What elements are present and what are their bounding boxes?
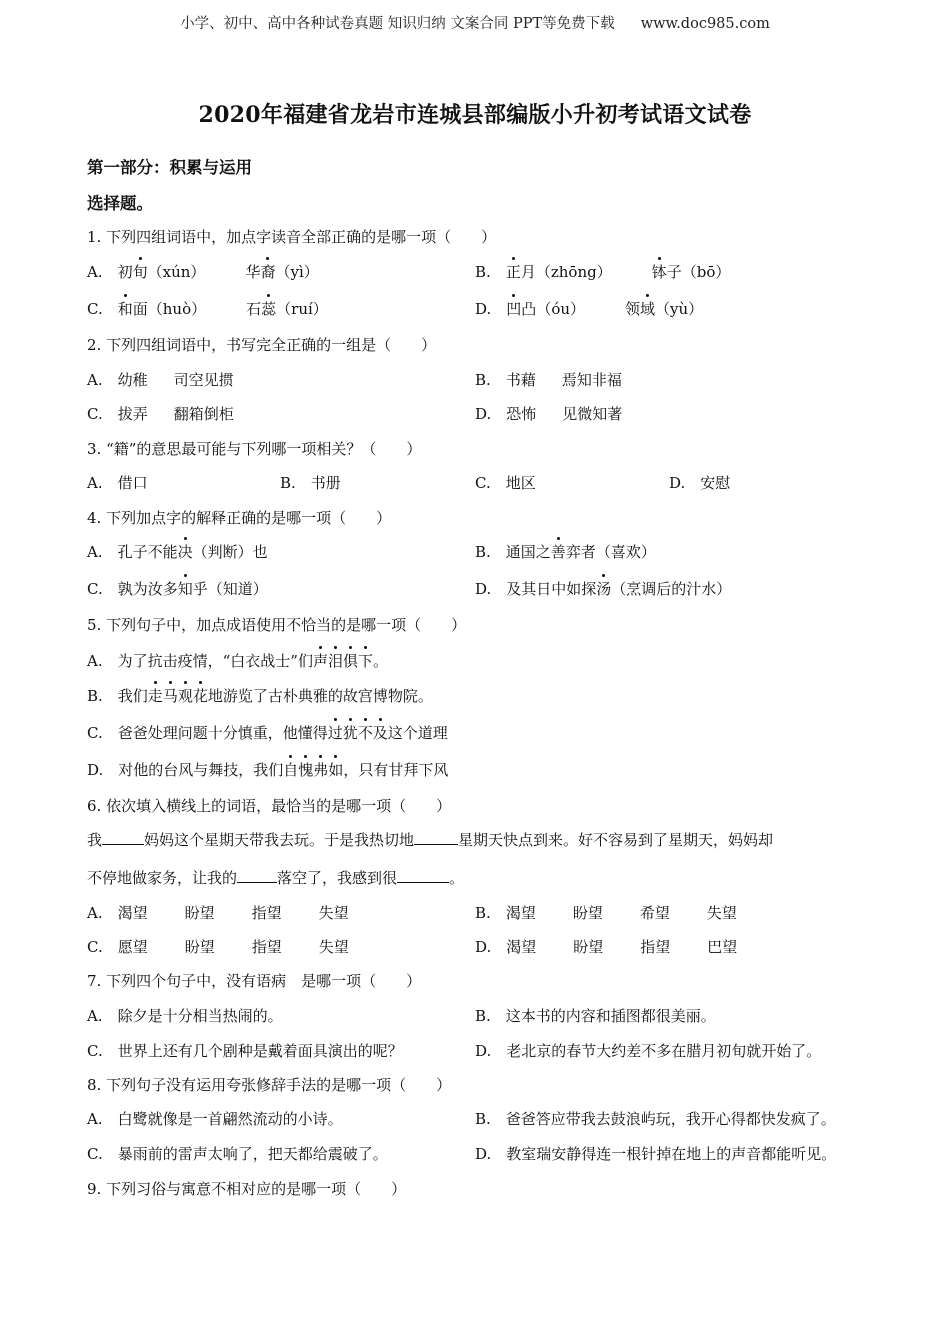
question-4-stem: 4. 下列加点字的解释正确的是哪一项（ ） — [87, 509, 392, 527]
q5-option-a: A. 为了抗击疫情，“白衣战士”们声泪俱下。 — [87, 652, 389, 670]
section-heading: 第一部分：积累与运用 — [87, 158, 252, 177]
blank-1 — [102, 830, 144, 845]
subsection-heading: 选择题。 — [87, 194, 153, 213]
q4-option-c: C. 孰为汝多知乎（知道） — [87, 580, 268, 598]
q7-option-a: A. 除夕是十分相当热闹的。 — [87, 1007, 283, 1025]
page-header — [0, 12, 950, 33]
header-text: 小学、初中、高中各种试卷真题 知识归纳 文案合同 PPT等免费下载 — [180, 16, 615, 32]
question-7-stem: 7. 下列四个句子中，没有语病 是哪一项（ ） — [87, 972, 422, 990]
blank-2 — [414, 830, 458, 845]
q5-option-b: B. 我们走马观花地游览了古朴典雅的故宫博物院。 — [87, 687, 433, 705]
q7-option-d: D. 老北京的春节大约差不多在腊月初旬就开始了。 — [475, 1042, 822, 1060]
q2-option-b: B. 书藉 焉知非福 — [475, 371, 622, 389]
q3-option-d: D. 安慰 — [669, 474, 731, 492]
q6-passage-line-1: 我 妈妈这个星期天带我去玩。于是我热切地 星期天快点到来。好不容易到了星期天，妈妈却 — [87, 831, 774, 849]
blank-4 — [397, 868, 449, 883]
q2-option-d: D. 恐怖 见微知著 — [475, 405, 623, 423]
q1-option-a: A. 初旬（xún） 华裔（yì） — [87, 263, 319, 281]
q3-option-b: B. 书册 — [280, 474, 341, 492]
q6-option-a: A. 渴望 盼望 指望 失望 — [87, 904, 349, 922]
q2-option-c: C. 拔弄 翻箱倒柜 — [87, 405, 234, 423]
q8-option-a: A. 白鹭就像是一首翩然流动的小诗。 — [87, 1110, 343, 1128]
q3-option-a: A. 借口 — [87, 474, 148, 492]
q8-option-b: B. 爸爸答应带我去鼓浪屿玩，我开心得都快发疯了。 — [475, 1110, 836, 1128]
q6-option-c: C. 愿望 盼望 指望 失望 — [87, 938, 349, 956]
q2-option-a: A. 幼稚 司空见掼 — [87, 371, 234, 389]
question-6-stem: 6. 依次填入横线上的词语，最恰当的是哪一项（ ） — [87, 797, 452, 815]
exam-title: 2020年福建省龙岩市连城县部编版小升初考试语文试卷 — [198, 102, 752, 128]
blank-3 — [237, 868, 277, 883]
question-9-stem: 9. 下列习俗与寓意不相对应的是哪一项（ ） — [87, 1180, 407, 1198]
q8-option-d: D. 教室瑞安静得连一根针掉在地上的声音都能听见。 — [475, 1145, 837, 1163]
q6-option-b: B. 渴望 盼望 希望 失望 — [475, 904, 737, 922]
q4-option-a: A. 孔子不能决（判断）也 — [87, 543, 268, 561]
question-8-stem: 8. 下列句子没有运用夸张修辞手法的是哪一项（ ） — [87, 1076, 452, 1094]
q7-option-c: C. 世界上还有几个剧种是戴着面具演出的呢？ — [87, 1042, 403, 1060]
q7-option-b: B. 这本书的内容和插图都很美丽。 — [475, 1007, 716, 1025]
q4-option-d: D. 及其日中如探汤（烹调后的汁水） — [475, 580, 732, 598]
q1-option-b: B. 正月（zhōng） 钵子（bō） — [475, 263, 731, 281]
q5-option-d: D. 对他的台风与舞技，我们自愧弗如，只有甘拜下风 — [87, 761, 449, 779]
q1-option-d: D. 凹凸（óu） 领域（yù） — [475, 300, 704, 318]
question-5-stem: 5. 下列句子中，加点成语使用不恰当的是哪一项（ ） — [87, 616, 467, 634]
q6-passage-line-2: 不停地做家务，让我的 落空了，我感到很 。 — [87, 869, 465, 887]
q1-option-c: C. 和面（huò） 石蕊（ruí） — [87, 300, 328, 318]
q4-option-b: B. 通国之善弈者（喜欢） — [475, 543, 656, 561]
q5-option-c: C. 爸爸处理问题十分慎重，他懂得过犹不及这个道理 — [87, 724, 448, 742]
question-1-stem: 1. 下列四组词语中，加点字读音全部正确的是哪一项（ ） — [87, 228, 497, 246]
question-3-stem: 3. “籍”的意思最可能与下列哪一项相关？（ ） — [87, 440, 422, 458]
header-url[interactable]: www.doc985.com — [640, 16, 770, 32]
q8-option-c: C. 暴雨前的雷声太响了，把天都给震破了。 — [87, 1145, 388, 1163]
question-2-stem: 2. 下列四组词语中，书写完全正确的一组是（ ） — [87, 336, 437, 354]
q3-option-c: C. 地区 — [475, 474, 536, 492]
q6-option-d: D. 渴望 盼望 指望 巴望 — [475, 938, 738, 956]
